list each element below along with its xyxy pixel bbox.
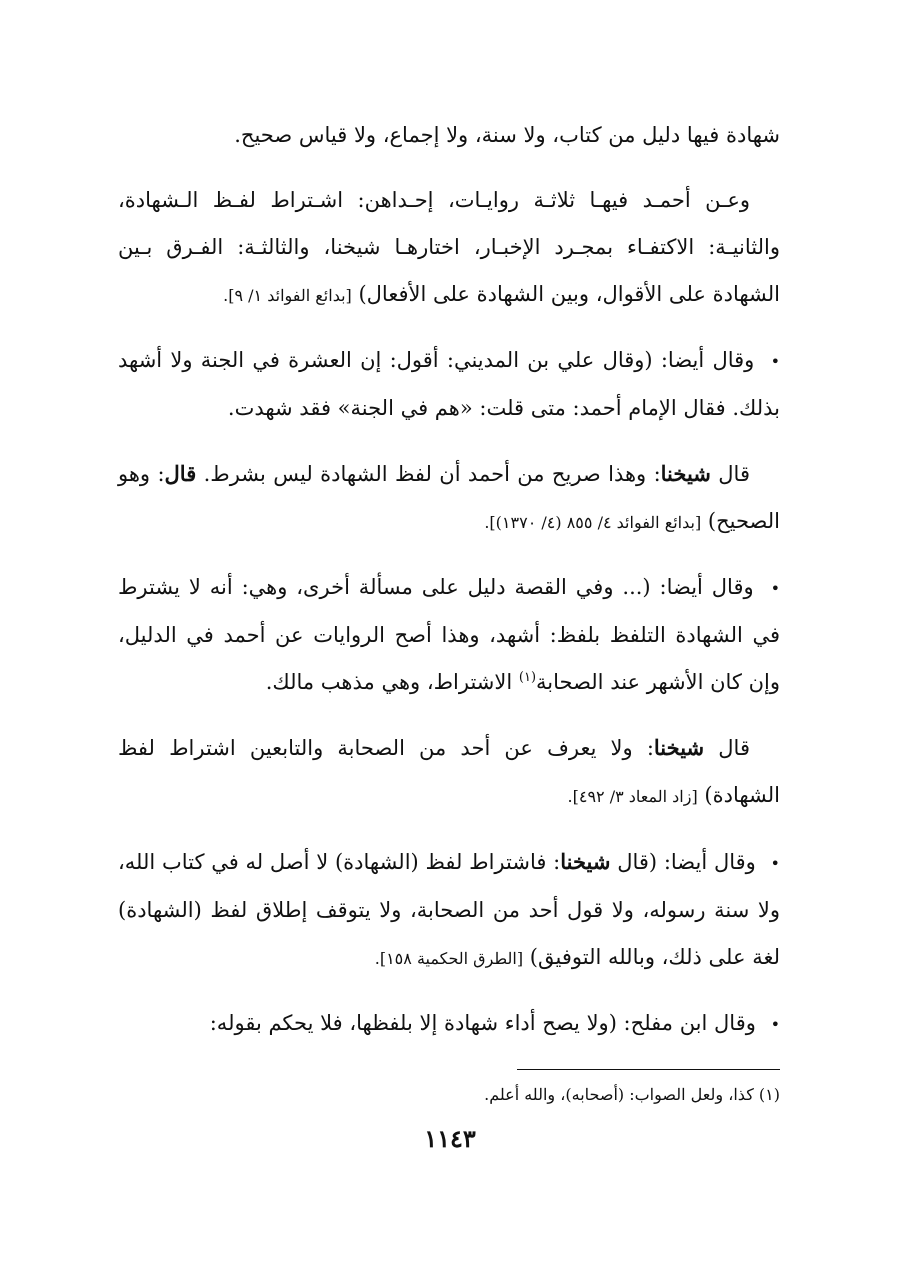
footnote: (١) كذا، ولعل الصواب: (أصحابه)، والله أعلم. <box>484 1085 780 1104</box>
paragraph-6-lead: قال <box>718 736 750 760</box>
paragraph-5-text-2: الاشتراط، وهي مذهب مالك. <box>265 670 519 694</box>
paragraph-6-bold: شيخنا <box>653 735 705 760</box>
paragraph-3-text: وقال أيضا: (وقال علي بن المديني: أقول: إن العشرة في الجنة ولا أشهد بذلك. فقال الإمام أحمد: متى قلت: «هم في الجنة» فقد شهدت. <box>118 348 780 420</box>
paragraph-1-text: شهادة فيها دليل من كتاب، ولا سنة، ولا إجماع، ولا قياس صحيح. <box>234 123 780 147</box>
page-body <box>118 112 780 1066</box>
paragraph-4-bold-2: قال <box>164 461 197 486</box>
bullet-icon: • <box>770 352 780 371</box>
paragraph-7 <box>118 838 780 982</box>
paragraph-8 <box>118 1000 780 1048</box>
paragraph-6-text: : ولا يعرف عن أحد من الصحابة والتابعين اشتراط لفظ الشهادة) <box>118 736 780 807</box>
paragraph-7-text: وقال أيضا: (قال <box>617 850 756 874</box>
paragraph-4-text: : وهذا صريح من أحمد أن لفظ الشهادة ليس بشرط. <box>203 462 661 486</box>
paragraph-2-text: وعـن أحمـد فيهـا ثلاثـة روايـات، إحـداهن: اشـتراط لفـظ الـشهادة، والثانيـة: الاكتفـاء بمجـرد الإخبـار، اختارهـا شيخنا، والثالثـة: الفـرق بـين الشهادة على الأقوال، وبين الشهادة على الأفعال) <box>118 188 780 306</box>
footnote-marker: (١) <box>518 670 537 685</box>
paragraph-4-text-2: : وهو الصحيح) <box>118 462 780 533</box>
paragraph-7-text-2: : فاشتراط لفظ (الشهادة) لا أصل له في كتاب الله، ولا سنة رسوله، ولا قول أحد من الصحابة، ولا يتوقف إطلاق لفظ (الشهادة) لغة على ذلك، وبالله التوفيق) <box>118 850 780 969</box>
page-number: ١١٤٣ <box>424 1124 476 1153</box>
paragraph-7-reference: [الطرق الحكمية ١٥٨]. <box>374 949 524 968</box>
paragraph-7-bold: شيخنا <box>560 849 611 874</box>
paragraph-6-reference: [زاد المعاد ٣/ ٤٩٢]. <box>567 787 698 806</box>
paragraph-5 <box>118 564 780 706</box>
footnote-divider <box>517 1069 780 1070</box>
paragraph-6 <box>118 724 780 820</box>
paragraph-4-reference: [بدائع الفوائد ٤/ ٨٥٥ (٤/ ١٣٧٠)]. <box>484 513 702 532</box>
paragraph-3 <box>118 337 780 432</box>
bullet-icon: • <box>770 579 780 598</box>
paragraph-4-lead: قال <box>718 462 750 486</box>
bullet-icon: • <box>770 854 780 873</box>
paragraph-2-reference: [بدائع الفوائد ١/ ٩]. <box>223 286 352 305</box>
paragraph-1 <box>118 112 780 159</box>
paragraph-4 <box>118 450 780 546</box>
paragraph-2 <box>118 177 780 319</box>
bullet-icon: • <box>770 1015 780 1034</box>
paragraph-4-bold: شيخنا <box>660 461 711 486</box>
paragraph-8-text: وقال ابن مفلح: (ولا يصح أداء شهادة إلا بلفظها، فلا يحكم بقوله: <box>209 1011 756 1035</box>
paragraph-5-text: وقال أيضا: (... وفي القصة دليل على مسألة أخرى، وهي: أنه لا يشترط في الشهادة التلفظ بلفظ: أشهد، وهذا أصح الروايات عن أحمد في الدليل، وإن كان الأشهر عند الصحابة <box>118 575 780 694</box>
